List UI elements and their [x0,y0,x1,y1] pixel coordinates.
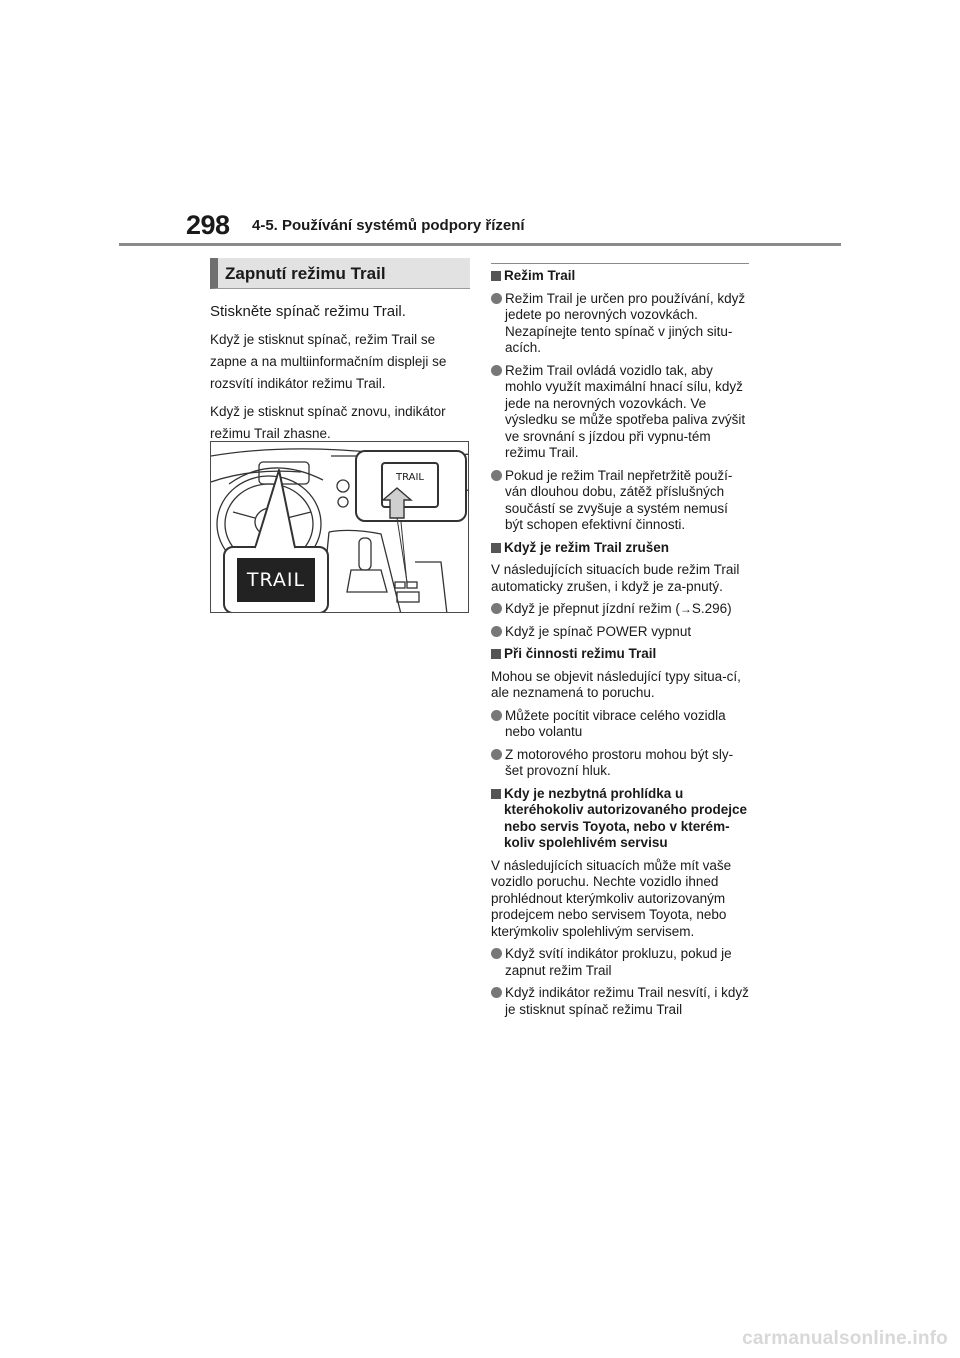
right-column [491,263,749,1024]
subheading-trail-mode: Režim Trail [491,268,749,285]
bullet-item: Když indikátor režimu Trail nesvítí, i když je stisknut spínač režimu Trail [491,985,749,1018]
lead-instruction: Stiskněte spínač režimu Trail. [210,303,406,320]
page-number: 298 [186,210,230,240]
header-rule [119,243,841,246]
page-reference-link[interactable]: S.296) [691,601,732,616]
paragraph-switch-on: Když je stisknut spínač, režim Trail se zapne a na multiinformačním displeji se rozsvítí indikátor režimu Trail. [210,332,447,391]
bullet-item: Režim Trail ovládá vozidlo tak, aby mohlo využít maximální hnací sílu, když jede na nerovných vozovkách. Ve výsledku se může spotřeba paliva zvýšit ve srovnání s jízdou při vypnu-tém režimu Trail. [491,363,749,462]
trail-switch-illustration [210,441,469,613]
bullet-text: Když je přepnut jízdní režim ( [505,601,680,616]
bullet-item: Z motorového prostoru mohou být sly-šet provozní hluk. [491,747,749,780]
bullet-item [491,601,749,618]
subheading-trail-operation: Při činnosti režimu Trail [491,646,749,663]
bullet-item: Režim Trail je určen pro používání, když jedete po nerovných vozovkách. Nezapínejte tento spínač v jiných situ-acích. [491,291,749,357]
left-column [210,258,470,445]
press-arrow-icon [211,442,469,613]
bullet-item: Můžete pocítit vibrace celého vozidla nebo volantu [491,708,749,741]
reference-arrow-icon: → [679,602,692,616]
paragraph-switch-off: Když je stisknut spínač znovu, indikátor režimu Trail zhasne. [210,404,446,441]
bullet-item: Když je spínač POWER vypnut [491,624,749,641]
section-heading: Zapnutí režimu Trail [210,258,470,289]
paragraph: Mohou se objevit následující typy situa-cí, ale neznamená to poruchu. [491,668,741,700]
subheading-inspection: Kdy je nezbytná prohlídka u kteréhokoliv autorizovaného prodejce nebo servis Toyota, nebo v kterém-koliv spolehlivém servisu [491,786,749,852]
bullet-item: Když svítí indikátor prokluzu, pokud je zapnut režim Trail [491,946,749,979]
trail-indicator-icon: TRAIL [237,558,315,602]
watermark: carmanualsonline.info [742,1328,948,1349]
trail-switch-button: TRAIL [381,462,439,508]
bullet-item: Pokud je režim Trail nepřetržitě použí-ván dlouhou dobu, zátěž příslušných součástí se zvyšuje a systém nemusí být schopen efektivní činnosti. [491,468,749,534]
chapter-title: 4-5. Používání systémů podpory řízení [252,217,525,234]
subheading-trail-cancelled: Když je režim Trail zrušen [491,540,749,557]
paragraph: V následujících situacích může mít vaše vozidlo poruchu. Nechte vozidlo ihned prohlédnout kterýmkoliv autorizovaným prodejcem nebo servisem Toyota, nebo kterýmkoliv spolehlivým servisem. [491,857,732,939]
paragraph: V následujících situacích bude režim Trail automaticky zrušen, i když je za-pnutý. [491,562,740,594]
